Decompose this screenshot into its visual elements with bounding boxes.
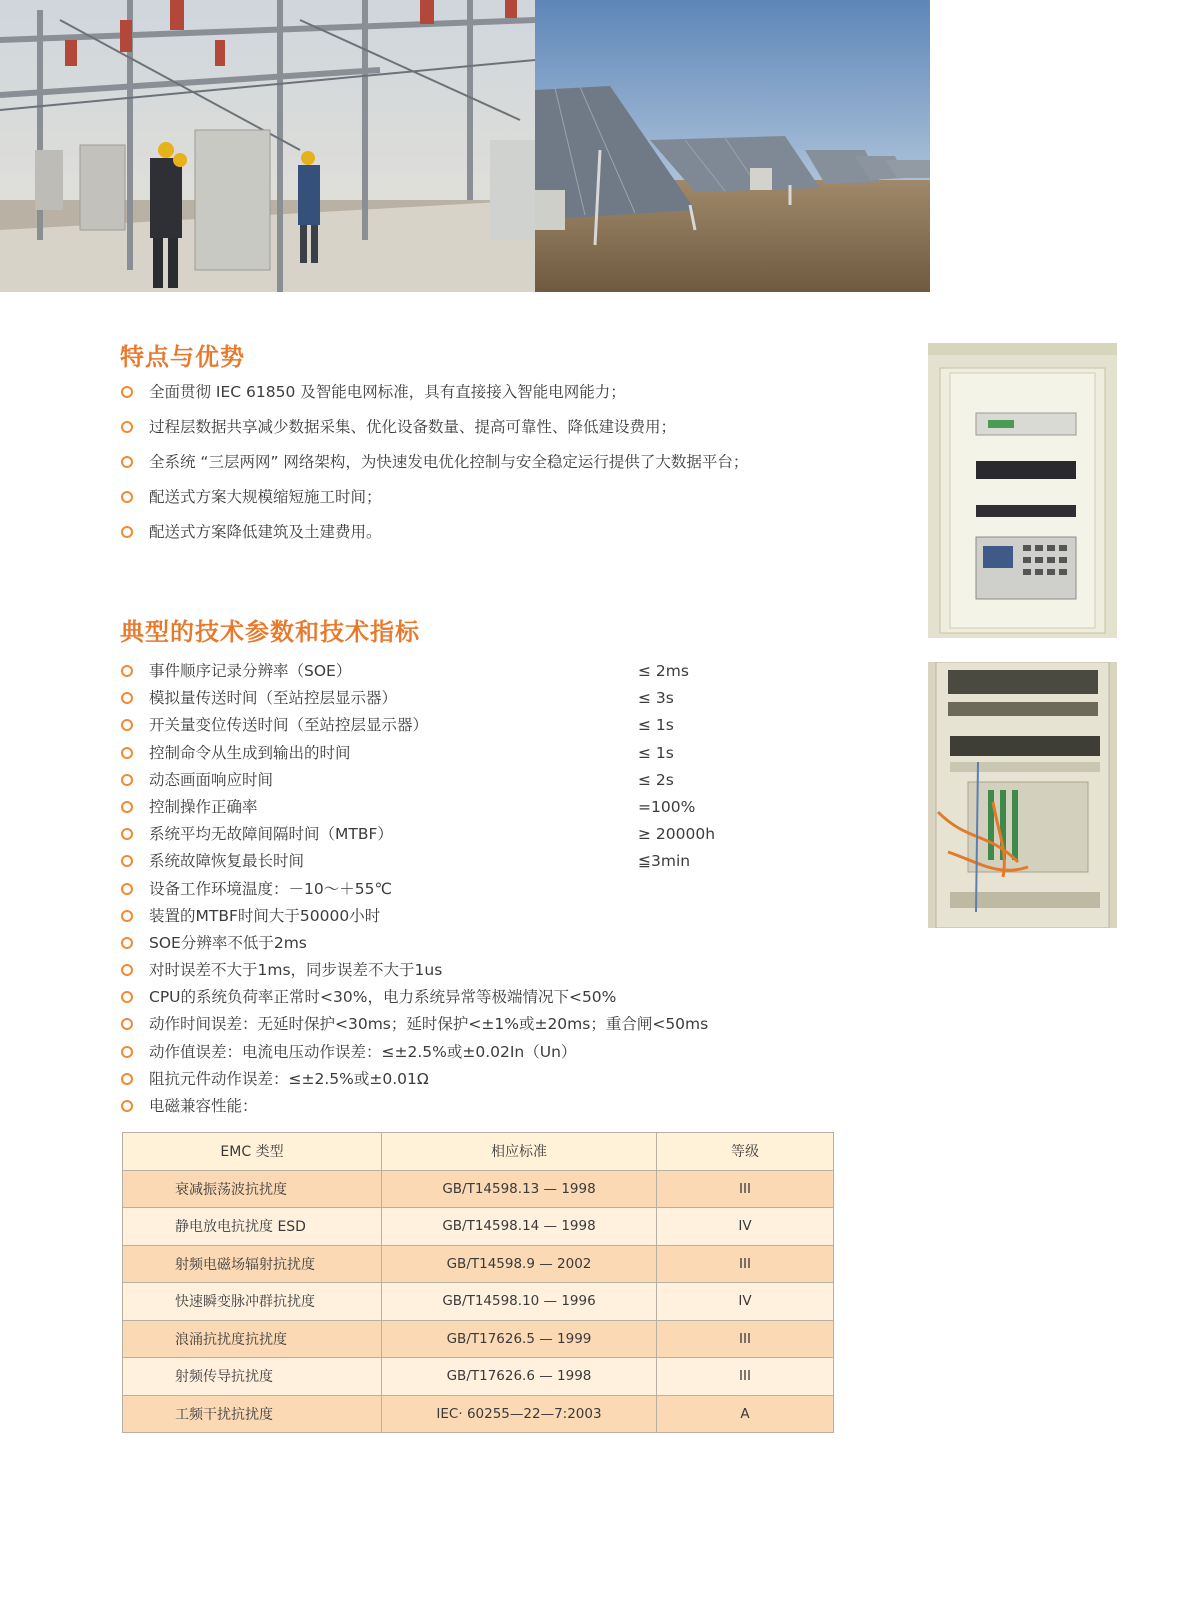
param-label: 阻抗元件动作误差：≤±2.5%或±0.01Ω	[149, 1069, 429, 1088]
table-row	[123, 1208, 834, 1246]
feature-text: 过程层数据共享减少数据采集、优化设备数量、提高可靠性、降低建设费用；	[149, 418, 677, 436]
table-header-row	[123, 1133, 834, 1171]
bullet-circle-icon	[121, 1073, 133, 1085]
emc-type-cell: 射频电磁场辐射抗扰度	[123, 1245, 382, 1283]
param-label: 控制命令从生成到输出的时间	[149, 743, 351, 762]
bullet-circle-icon	[121, 692, 133, 704]
list-item	[121, 1096, 708, 1123]
param-label: 装置的MTBF时间大于50000小时	[149, 906, 381, 925]
param-value: ≤ 3s	[638, 689, 674, 708]
list-item	[121, 688, 708, 715]
column-header-type: EMC 类型	[123, 1133, 382, 1171]
param-label: 动作时间误差：无延时保护<30ms；延时保护<±1%或±20ms；重合闸<50ms	[149, 1015, 709, 1034]
bullet-circle-icon	[121, 421, 133, 433]
param-value: ≤ 2ms	[638, 662, 689, 680]
list-item	[121, 933, 708, 960]
bullet-circle-icon	[121, 747, 133, 759]
param-label: 开关量变位传送时间（至站控层显示器）	[149, 716, 429, 735]
list-item	[121, 851, 708, 878]
param-value: ≤ 2s	[638, 770, 674, 789]
table-row	[123, 1358, 834, 1396]
param-value: ≤ 1s	[638, 716, 674, 735]
param-label: 控制操作正确率	[149, 797, 258, 816]
list-item	[121, 770, 708, 797]
list-item	[121, 824, 716, 851]
table-row	[123, 1283, 834, 1321]
table-row	[123, 1320, 834, 1358]
list-item	[121, 1042, 708, 1069]
list-item	[121, 416, 748, 451]
emc-level-cell: III	[657, 1320, 834, 1358]
bullet-circle-icon	[121, 801, 133, 813]
bullet-circle-icon	[121, 910, 133, 922]
emc-type-cell: 工频干扰抗扰度	[123, 1395, 382, 1433]
emc-level-cell: III	[657, 1245, 834, 1283]
list-item	[121, 486, 748, 521]
bullet-circle-icon	[121, 964, 133, 976]
bullet-circle-icon	[121, 719, 133, 731]
emc-level-cell: IV	[657, 1208, 834, 1246]
bullet-circle-icon	[121, 991, 133, 1003]
bullet-circle-icon	[121, 1018, 133, 1030]
param-value: ≤ 1s	[638, 743, 674, 762]
param-label: 设备工作环境温度：－10～＋55℃	[149, 879, 392, 898]
bullet-circle-icon	[121, 1100, 133, 1112]
feature-text: 配送式方案大规模缩短施工时间；	[149, 488, 382, 506]
param-value: =100%	[638, 797, 696, 816]
bullet-circle-icon	[121, 828, 133, 840]
list-item	[121, 906, 708, 933]
list-item	[121, 451, 748, 486]
emc-level-cell: IV	[657, 1283, 834, 1321]
list-item	[121, 797, 708, 824]
list-item	[121, 879, 708, 906]
param-label: 系统平均无故障间隔时间（MTBF）	[149, 825, 393, 844]
list-item	[121, 987, 708, 1014]
feature-text: 配送式方案降低建筑及土建费用。	[149, 523, 382, 541]
emc-type-cell: 静电放电抗扰度 ESD	[123, 1208, 382, 1246]
solar-panel-photo	[535, 0, 930, 292]
param-label: 事件顺序记录分辨率（SOE）	[149, 662, 352, 680]
list-item	[121, 1069, 708, 1096]
emc-standard-cell: GB/T14598.9 — 2002	[382, 1245, 657, 1283]
bullet-circle-icon	[121, 1046, 133, 1058]
bullet-circle-icon	[121, 526, 133, 538]
param-label: 动态画面响应时间	[149, 770, 274, 789]
params-title: 典型的技术参数和技术指标	[120, 618, 420, 646]
emc-type-cell: 浪涌抗扰度抗扰度	[123, 1320, 382, 1358]
param-label: 电磁兼容性能：	[149, 1097, 258, 1115]
list-item	[121, 715, 708, 742]
column-header-standard: 相应标准	[382, 1133, 657, 1171]
emc-type-cell: 快速瞬变脉冲群抗扰度	[123, 1283, 382, 1321]
feature-text: 全系统 “三层两网” 网络架构，为快速发电优化控制与安全稳定运行提供了大数据平台；	[149, 453, 749, 471]
column-header-level: 等级	[657, 1133, 834, 1171]
table-row	[123, 1170, 834, 1208]
list-item	[121, 661, 708, 688]
emc-standard-cell: GB/T14598.13 — 1998	[382, 1170, 657, 1208]
param-label: CPU的系统负荷率正常时<30%，电力系统异常等极端情况下<50%	[149, 988, 617, 1007]
param-label: 模拟量传送时间（至站控层显示器）	[149, 689, 398, 708]
table-row	[123, 1395, 834, 1433]
param-value: ≦3min	[638, 852, 691, 871]
param-label: 动作值误差：电流电压动作误差：≤±2.5%或±0.02In（Un）	[149, 1042, 577, 1061]
substation-photo	[0, 0, 535, 292]
list-item	[121, 1014, 708, 1041]
bullet-circle-icon	[121, 937, 133, 949]
emc-level-cell: A	[657, 1395, 834, 1433]
bullet-circle-icon	[121, 386, 133, 398]
list-item	[121, 743, 708, 770]
emc-table	[122, 1132, 834, 1433]
emc-standard-cell: GB/T14598.10 — 1996	[382, 1283, 657, 1321]
bullet-circle-icon	[121, 491, 133, 503]
bullet-circle-icon	[121, 456, 133, 468]
param-label: 对时误差不大于1ms，同步误差不大于1us	[149, 961, 443, 980]
bullet-circle-icon	[121, 774, 133, 786]
cabinet-interior-photo	[928, 662, 1117, 928]
emc-type-cell: 衰减振荡波抗扰度	[123, 1170, 382, 1208]
features-list	[121, 381, 748, 556]
params-list	[121, 661, 716, 1123]
list-item	[121, 521, 748, 556]
emc-level-cell: III	[657, 1170, 834, 1208]
list-item	[121, 381, 748, 416]
list-item	[121, 960, 708, 987]
emc-level-cell: III	[657, 1358, 834, 1396]
param-value: ≥ 20000h	[638, 825, 716, 844]
emc-standard-cell: GB/T14598.14 — 1998	[382, 1208, 657, 1246]
emc-type-cell: 射频传导抗扰度	[123, 1358, 382, 1396]
bullet-circle-icon	[121, 855, 133, 867]
param-label: SOE分辨率不低于2ms	[149, 933, 307, 952]
control-cabinet-photo	[928, 343, 1117, 638]
emc-standard-cell: IEC· 60255—22—7:2003	[382, 1395, 657, 1433]
table-row	[123, 1245, 834, 1283]
param-label: 系统故障恢复最长时间	[149, 852, 305, 871]
features-title: 特点与优势	[120, 343, 245, 371]
bullet-circle-icon	[121, 883, 133, 895]
bullet-circle-icon	[121, 665, 133, 677]
emc-standard-cell: GB/T17626.6 — 1998	[382, 1358, 657, 1396]
emc-standard-cell: GB/T17626.5 — 1999	[382, 1320, 657, 1358]
feature-text: 全面贯彻 IEC 61850 及智能电网标准，具有直接接入智能电网能力；	[149, 383, 626, 401]
